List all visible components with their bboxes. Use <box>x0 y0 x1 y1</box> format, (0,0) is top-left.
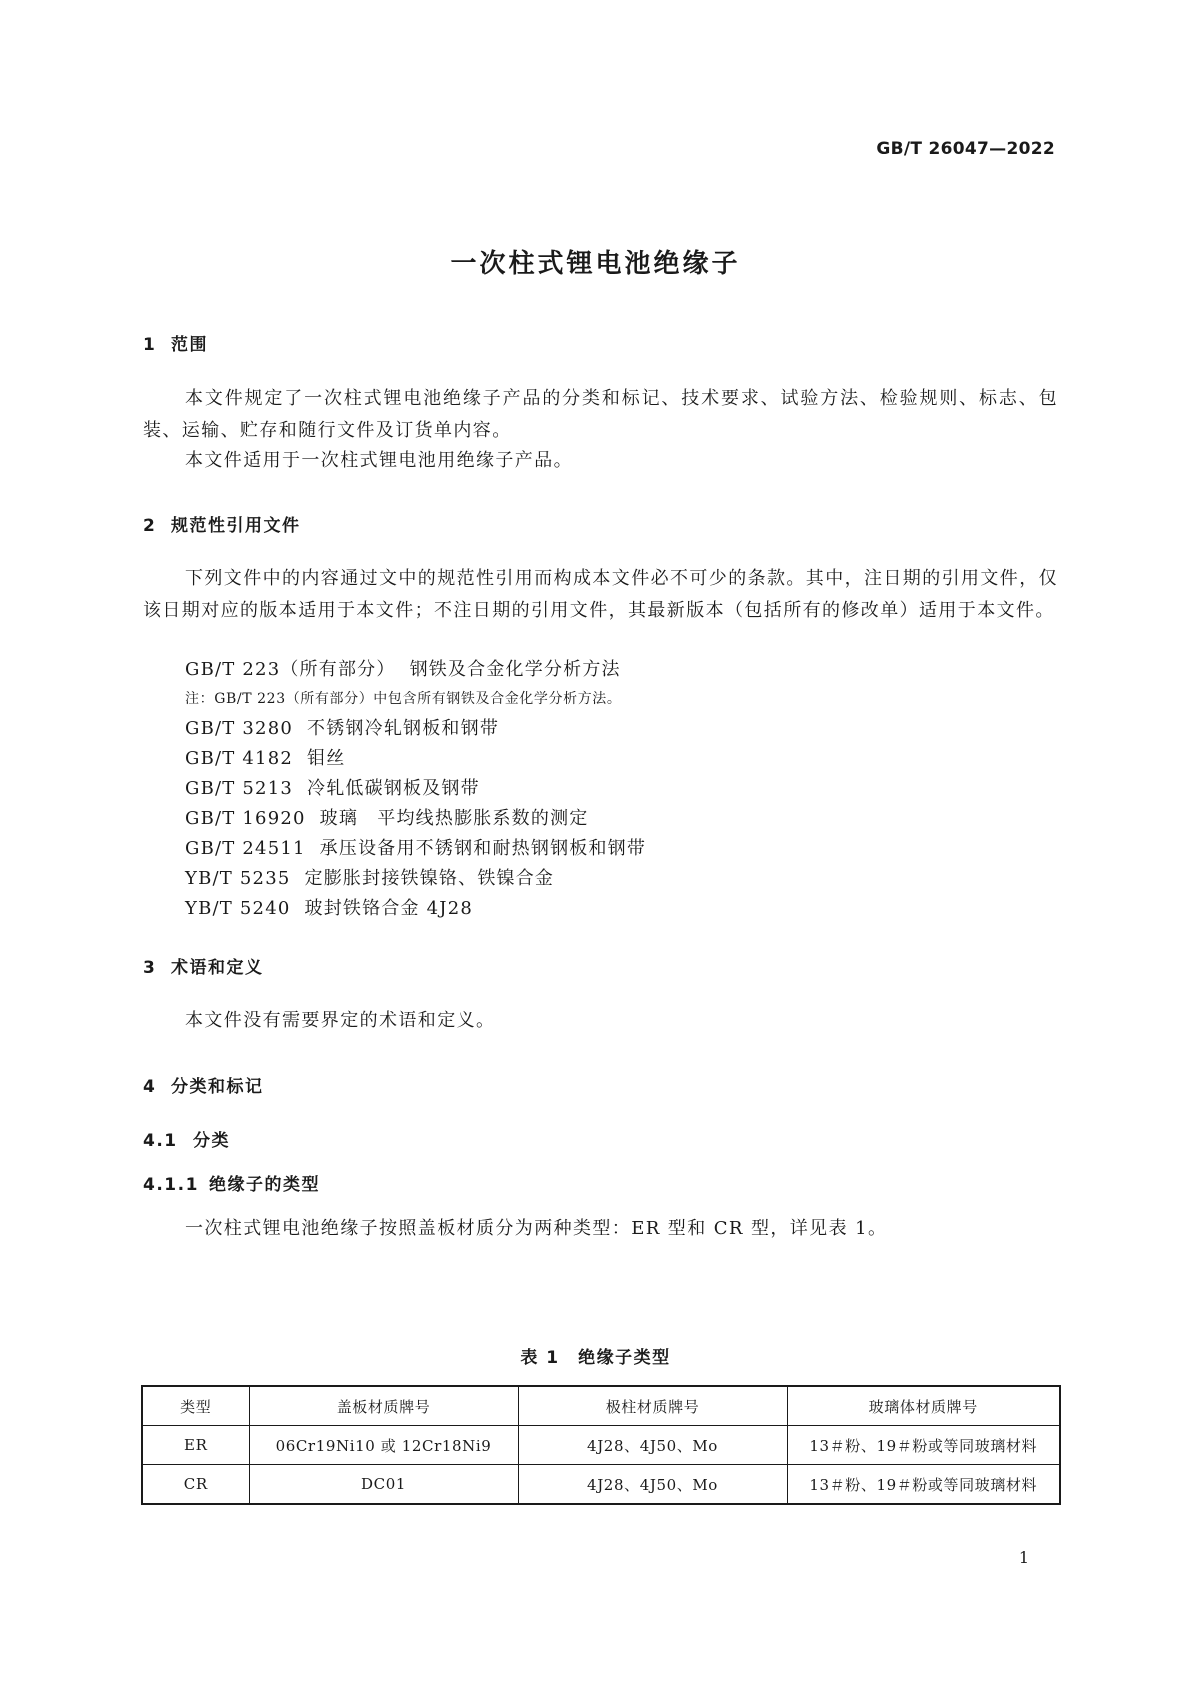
standard-number: GB/T 26047—2022 <box>876 139 1055 159</box>
reference-title: 钼丝 <box>307 748 346 769</box>
section-number: 4.1.1 <box>143 1175 199 1195</box>
table-caption: 表 1 绝缘子类型 <box>520 1348 671 1368</box>
terms-paragraph: 本文件没有需要界定的术语和定义。 <box>185 1010 496 1031</box>
reference-title: 玻封铁铬合金 4J28 <box>304 898 474 919</box>
table-cell: 4J28、4J50、Mo <box>518 1426 787 1465</box>
reference-item <box>185 894 473 920</box>
reference-item <box>185 774 480 800</box>
section-number: 4 <box>143 1077 157 1097</box>
section-title: 分类和标记 <box>171 1077 264 1097</box>
reference-title: 钢铁及合金化学分析方法 <box>409 659 621 680</box>
section-number: 2 <box>143 516 157 536</box>
section-title: 分类 <box>193 1131 230 1151</box>
scope-paragraph-1: 本文件规定了一次柱式锂电池绝缘子产品的分类和标记、技术要求、试验方法、检验规则、标志、包装、运输、贮存和随行文件及订货单内容。 <box>143 388 1058 441</box>
table-cell: CR <box>142 1465 249 1505</box>
reference-title: 玻璃 平均线热膨胀系数的测定 <box>319 808 589 829</box>
table-cell: 06Cr19Ni10 或 12Cr18Ni9 <box>249 1426 518 1465</box>
table-header-cell: 盖板材质牌号 <box>249 1386 518 1426</box>
reference-code: YB/T 5235 <box>185 868 291 889</box>
reference-code: GB/T 223（所有部分） <box>185 659 396 680</box>
table-cell: 13＃粉、19＃粉或等同玻璃材料 <box>787 1426 1060 1465</box>
reference-item <box>185 744 345 770</box>
reference-code: YB/T 5240 <box>185 898 291 919</box>
table-cell: ER <box>142 1426 249 1465</box>
table-cell: 4J28、4J50、Mo <box>518 1465 787 1505</box>
insulator-type-table <box>141 1385 1061 1505</box>
section-3-heading <box>143 953 264 978</box>
table-cell: DC01 <box>249 1465 518 1505</box>
reference-item <box>185 655 621 681</box>
reference-item <box>185 864 554 890</box>
reference-code: GB/T 3280 <box>185 718 294 739</box>
refs-intro-paragraph: 下列文件中的内容通过文中的规范性引用而构成本文件必不可少的条款。其中，注日期的引用文件，仅该日期对应的版本适用于本文件；不注日期的引用文件，其最新版本（包括所有的修改单）适用于本文件。 <box>143 568 1058 621</box>
reference-code: GB/T 4182 <box>185 748 294 769</box>
table-cell: 13＃粉、19＃粉或等同玻璃材料 <box>787 1465 1060 1505</box>
reference-code: GB/T 5213 <box>185 778 294 799</box>
section-4-heading <box>143 1072 264 1097</box>
reference-title: 定膨胀封接铁镍铬、铁镍合金 <box>304 868 555 889</box>
reference-title: 承压设备用不锈钢和耐热钢钢板和钢带 <box>319 838 647 859</box>
subsection-4-1-heading <box>143 1126 230 1151</box>
section-title: 术语和定义 <box>171 958 264 978</box>
section-title: 范围 <box>171 335 208 355</box>
reference-code: GB/T 16920 <box>185 808 306 829</box>
classification-paragraph: 一次柱式锂电池绝缘子按照盖板材质分为两种类型：ER 型和 CR 型，详见表 1。 <box>185 1218 888 1239</box>
page-number: 1 <box>1018 1548 1029 1567</box>
document-title: 一次柱式锂电池绝缘子 <box>450 249 741 279</box>
subsection-4-1-1-heading <box>143 1170 320 1195</box>
section-number: 3 <box>143 958 157 978</box>
table-row <box>142 1426 1060 1465</box>
reference-item <box>185 714 499 740</box>
table-header-cell: 类型 <box>142 1386 249 1426</box>
reference-code: GB/T 24511 <box>185 838 306 859</box>
section-number: 1 <box>143 335 157 355</box>
reference-title: 不锈钢冷轧钢板和钢带 <box>307 718 500 739</box>
table-header-cell: 极柱材质牌号 <box>518 1386 787 1426</box>
scope-paragraph-2: 本文件适用于一次柱式锂电池用绝缘子产品。 <box>185 450 573 471</box>
table-row <box>142 1465 1060 1505</box>
reference-note: 注：GB/T 223（所有部分）中包含所有钢铁及合金化学分析方法。 <box>185 691 622 707</box>
reference-item <box>185 834 646 860</box>
reference-title: 冷轧低碳钢板及钢带 <box>307 778 480 799</box>
table-header-cell: 玻璃体材质牌号 <box>787 1386 1060 1426</box>
section-1-heading <box>143 330 208 355</box>
section-title: 规范性引用文件 <box>171 516 301 536</box>
section-number: 4.1 <box>143 1131 178 1151</box>
section-title: 绝缘子的类型 <box>209 1175 320 1195</box>
reference-item <box>185 804 588 830</box>
section-2-heading <box>143 511 301 536</box>
table-header-row <box>142 1386 1060 1426</box>
